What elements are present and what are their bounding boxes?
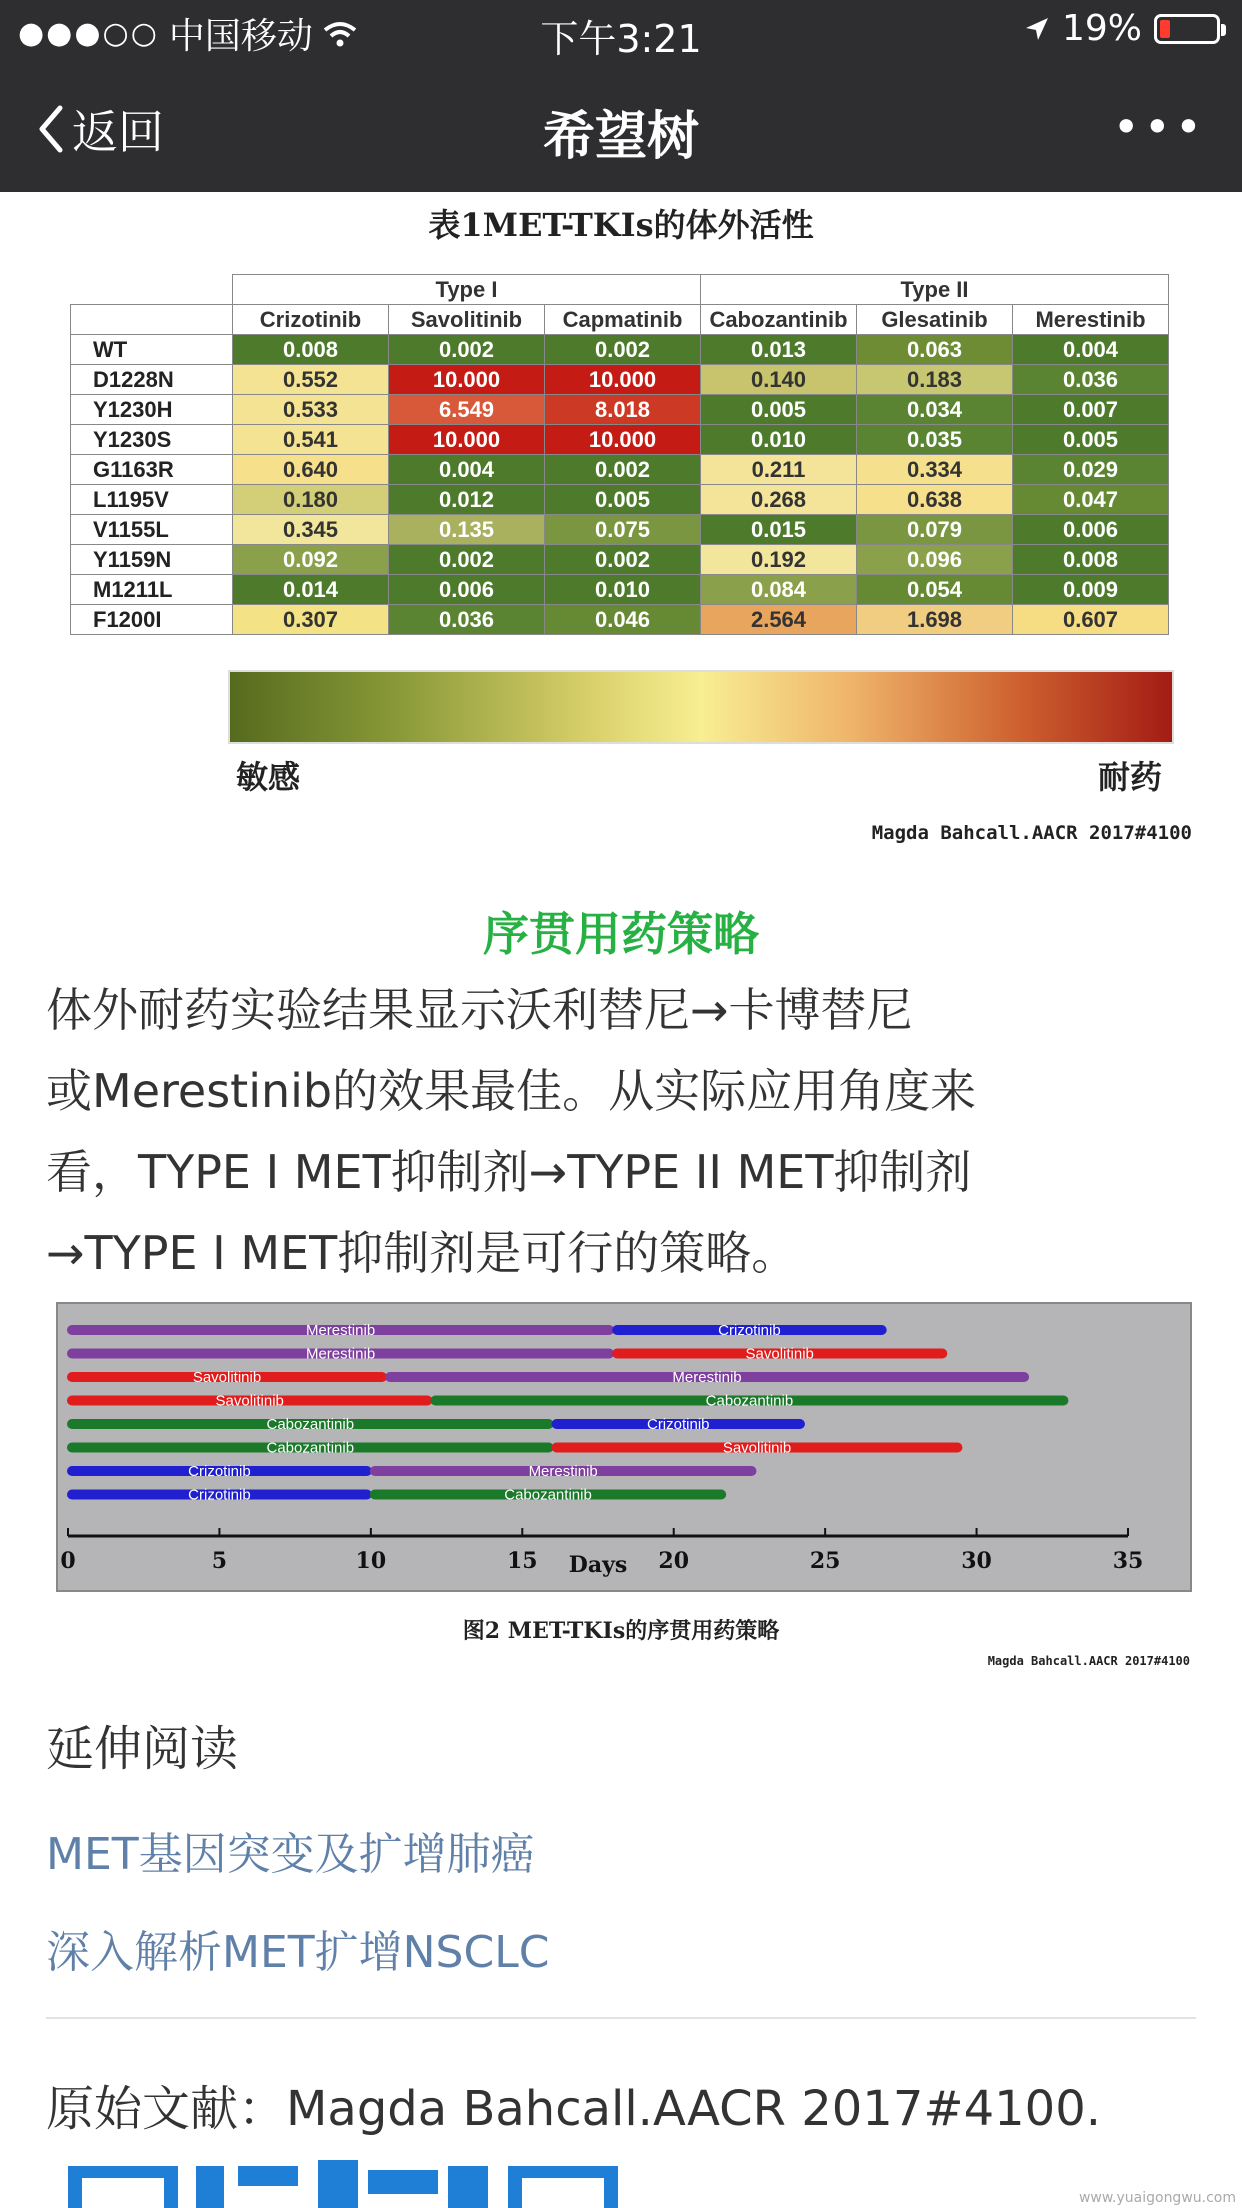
figure-sequence-chart (56, 1302, 1192, 1592)
table-cell: 0.006 (1013, 515, 1169, 545)
more-options-button[interactable]: ••• (1112, 100, 1206, 154)
table-row (71, 455, 1169, 485)
table-cell: 0.036 (389, 605, 545, 635)
table-cell: 0.007 (1013, 395, 1169, 425)
back-label: 返回 (72, 105, 164, 159)
sequence-bar-label: Merestinib (528, 1463, 598, 1480)
body-paragraph (46, 970, 1196, 1294)
table-cell: 0.034 (857, 395, 1013, 425)
link-met-mutation[interactable]: MET基因突变及扩增肺癌 (46, 1829, 535, 1880)
column-header-capmatinib: Capmatinib (545, 305, 701, 335)
table-cell: 10.000 (389, 425, 545, 455)
figure2-credit: Magda Bahcall.AACR 2017#4100 (987, 1654, 1190, 1668)
body-line: →TYPE I MET抑制剂是可行的策略。 (46, 1226, 798, 1280)
sequence-bar-label: Cabozantinib (266, 1439, 355, 1457)
row-label: L1195V (71, 485, 233, 515)
battery-percent: 19% (1061, 8, 1142, 49)
section-heading: 序贯用药策略 (483, 907, 759, 961)
table-column-header (71, 305, 1169, 335)
signal-strength-icon: ●●●○○ (18, 16, 159, 51)
figure-activity-table (50, 192, 1192, 852)
table-cell: 0.002 (545, 335, 701, 365)
table-cell: 0.307 (233, 605, 389, 635)
table-cell: 0.334 (857, 455, 1013, 485)
table-cell: 0.006 (389, 575, 545, 605)
table-cell: 0.002 (389, 335, 545, 365)
battery-icon (1154, 14, 1220, 44)
table-cell: 0.084 (701, 575, 857, 605)
x-tick-label: 10 (355, 1548, 387, 1574)
x-tick-label: 30 (961, 1548, 992, 1574)
sequence-bar-label: Crizotinib (188, 1463, 251, 1480)
figure1-credit: Magda Bahcall.AACR 2017#4100 (871, 822, 1192, 844)
table-cell: 0.002 (389, 545, 545, 575)
sequence-bar-label: Merestinib (672, 1369, 742, 1386)
table-cell: 0.046 (545, 605, 701, 635)
row-label: Y1230H (71, 395, 233, 425)
x-axis-label: Days (568, 1552, 628, 1578)
table-row (71, 365, 1169, 395)
row-label: G1163R (71, 455, 233, 485)
table-row (71, 425, 1169, 455)
table-row (71, 545, 1169, 575)
table-group-header (71, 275, 1169, 305)
table-cell: 0.096 (857, 545, 1013, 575)
x-tick-label: 0 (60, 1548, 76, 1574)
x-tick-label: 25 (809, 1548, 841, 1574)
table-row (71, 515, 1169, 545)
sequence-bar-label: Savolitinib (192, 1369, 262, 1386)
x-tick-label: 20 (658, 1548, 690, 1574)
row-label: V1155L (71, 515, 233, 545)
table-cell: 0.035 (857, 425, 1013, 455)
qr-code-image (68, 2160, 628, 2208)
table-body (71, 335, 1169, 635)
table-cell: 10.000 (389, 365, 545, 395)
body-line: 看，TYPE I MET抑制剂→TYPE II MET抑制剂 (46, 1145, 972, 1199)
row-label: F1200I (71, 605, 233, 635)
table-cell: 10.000 (545, 365, 701, 395)
table-cell: 0.008 (1013, 545, 1169, 575)
group-header-type1: Type I (233, 275, 701, 305)
row-label: Y1230S (71, 425, 233, 455)
status-bar (0, 0, 1242, 62)
table-cell: 0.552 (233, 365, 389, 395)
table-row (71, 485, 1169, 515)
reference-text: 原始文献：Magda Bahcall.AACR 2017#4100. (46, 2081, 1102, 2137)
table-cell: 0.047 (1013, 485, 1169, 515)
table-cell: 0.135 (389, 515, 545, 545)
table-cell: 0.015 (701, 515, 857, 545)
sequence-bar-label: Cabozantinib (504, 1486, 592, 1504)
row-label: M1211L (71, 575, 233, 605)
sequence-bar-label: Savolitinib (215, 1392, 284, 1410)
table-cell: 0.012 (389, 485, 545, 515)
table-cell: 0.029 (1013, 455, 1169, 485)
table-cell: 1.698 (857, 605, 1013, 635)
table-cell: 0.183 (857, 365, 1013, 395)
table-cell: 0.075 (545, 515, 701, 545)
table-cell: 0.211 (701, 455, 857, 485)
table-row (71, 575, 1169, 605)
table-cell: 6.549 (389, 395, 545, 425)
table-cell: 0.005 (545, 485, 701, 515)
activity-table (70, 274, 1169, 635)
table-cell: 0.014 (233, 575, 389, 605)
table-cell: 0.013 (701, 335, 857, 365)
group-header-type2: Type II (701, 275, 1169, 305)
column-header-savolitinib: Savolitinib (389, 305, 545, 335)
table-cell: 0.002 (545, 545, 701, 575)
figure2-caption: 图2 MET-TKIs的序贯用药策略 (462, 1618, 780, 1644)
table-cell: 0.002 (545, 455, 701, 485)
x-tick-label: 35 (1112, 1548, 1144, 1574)
body-line: 体外耐药实验结果显示沃利替尼→卡博替尼 (46, 983, 913, 1037)
further-reading-heading: 延伸阅读 (46, 1721, 239, 1777)
table-row (71, 395, 1169, 425)
table-cell: 0.140 (701, 365, 857, 395)
table-row (71, 605, 1169, 635)
table-cell: 0.008 (233, 335, 389, 365)
location-arrow-icon (1024, 16, 1050, 42)
page-title: 希望树 (542, 107, 699, 167)
table-cell: 0.036 (1013, 365, 1169, 395)
scale-low-label: 敏感 (236, 758, 301, 796)
sensitivity-gradient-bar (228, 670, 1174, 744)
table-cell: 0.005 (1013, 425, 1169, 455)
sequence-bar-label: Cabozantinib (266, 1416, 355, 1433)
body-line: 或Merestinib的效果最佳。从实际应用角度来 (46, 1064, 977, 1118)
table-cell: 0.533 (233, 395, 389, 425)
table-cell: 0.005 (701, 395, 857, 425)
column-header-glesatinib: Glesatinib (857, 305, 1013, 335)
table-cell: 0.541 (233, 425, 389, 455)
clock: 下午3:21 (540, 17, 702, 61)
sequence-bar-label: Crizotinib (718, 1322, 781, 1339)
row-label: Y1159N (71, 545, 233, 575)
table-cell: 0.192 (701, 545, 857, 575)
battery-fill (1160, 20, 1170, 38)
table-cell: 0.092 (233, 545, 389, 575)
sequence-bar-label: Merestinib (305, 1345, 376, 1363)
table-cell: 0.640 (233, 455, 389, 485)
table-cell: 0.180 (233, 485, 389, 515)
carrier-label: 中国移动 (168, 16, 313, 57)
x-tick-label: 5 (211, 1548, 228, 1574)
column-header-cabozantinib: Cabozantinib (701, 305, 857, 335)
table-cell: 0.638 (857, 485, 1013, 515)
table-cell: 0.345 (233, 515, 389, 545)
table-cell: 0.268 (701, 485, 857, 515)
sequence-bar-label: Cabozantinib (705, 1392, 794, 1410)
table-cell: 0.010 (545, 575, 701, 605)
column-header-crizotinib: Crizotinib (233, 305, 389, 335)
scale-high-label: 耐药 (1097, 758, 1162, 796)
table-row (71, 335, 1169, 365)
table-cell: 0.010 (701, 425, 857, 455)
table-cell: 8.018 (545, 395, 701, 425)
table-cell: 2.564 (701, 605, 857, 635)
table-cell: 0.004 (389, 455, 545, 485)
table-cell: 0.004 (1013, 335, 1169, 365)
watermark: www.yuaigongwu.com (1078, 2190, 1236, 2206)
row-label: D1228N (71, 365, 233, 395)
sequence-bar-label: Savolitinib (745, 1345, 814, 1363)
table-cell: 10.000 (545, 425, 701, 455)
sequence-chart-svg (58, 1304, 1190, 1590)
sequence-bar-label: Crizotinib (188, 1486, 251, 1504)
sequence-bar-label: Crizotinib (646, 1416, 710, 1433)
row-label: WT (71, 335, 233, 365)
figure1-title: 表1MET-TKIs的体外活性 (428, 206, 814, 244)
x-tick-label: 15 (506, 1548, 538, 1574)
table-cell: 0.063 (857, 335, 1013, 365)
divider (46, 2017, 1196, 2019)
column-header-merestinib: Merestinib (1013, 305, 1169, 335)
sequence-bar-label: Merestinib (305, 1322, 376, 1339)
nav-bar (0, 62, 1242, 192)
table-cell: 0.054 (857, 575, 1013, 605)
sequence-bar-label: Savolitinib (722, 1439, 792, 1457)
link-met-amplification[interactable]: 深入解析MET扩增NSCLC (46, 1927, 550, 1978)
table-cell: 0.607 (1013, 605, 1169, 635)
table-cell: 0.009 (1013, 575, 1169, 605)
status-right (1024, 8, 1220, 49)
table-cell: 0.079 (857, 515, 1013, 545)
